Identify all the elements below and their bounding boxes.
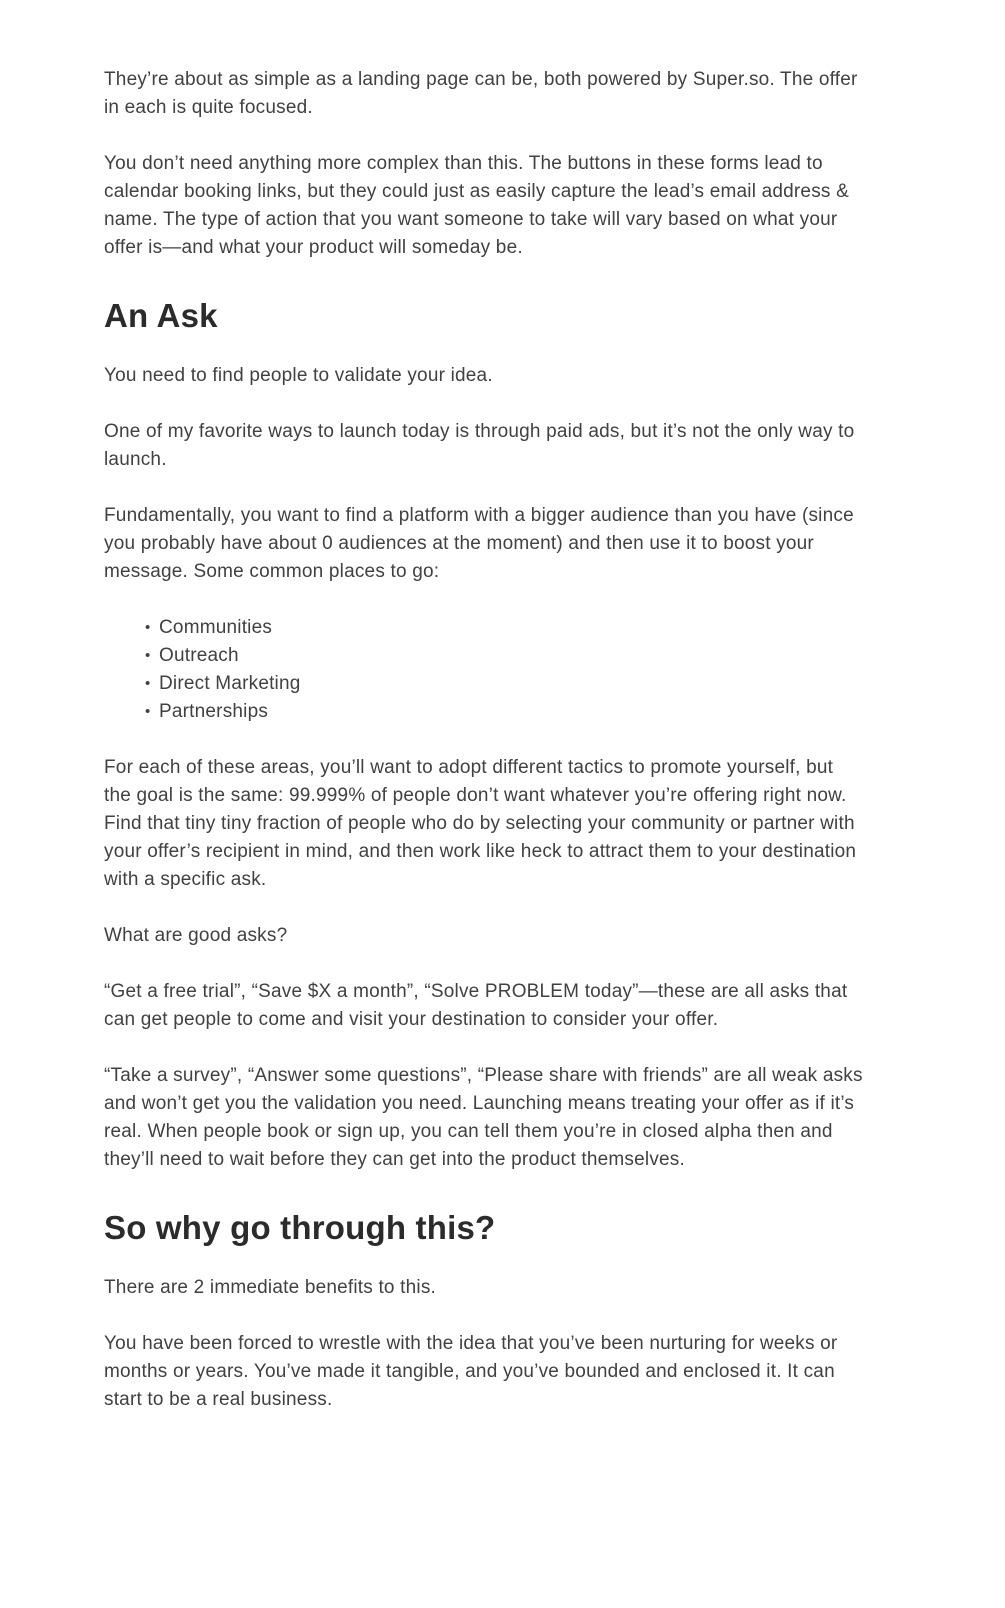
list-item: • Partnerships <box>145 698 845 726</box>
paragraph-an-ask-5: What are good asks? <box>104 925 288 946</box>
list-item: • Outreach <box>145 642 845 670</box>
section-heading-so-why: So why go through this? <box>104 1209 496 1246</box>
paragraph-why-2: You have been forced to wrestle with the idea that you’ve been nurturing for weeks or months or years. You’ve made it tangible, and you’ve bounded and enclosed it. It can start to be a real business. <box>104 1333 838 1410</box>
paragraph-an-ask-1: You need to find people to validate your idea. <box>104 365 493 386</box>
paragraph-why-1: There are 2 immediate benefits to this. <box>104 1277 437 1298</box>
paragraph-an-ask-2: One of my favorite ways to launch today is through paid ads, but it’s not the only way to launch. <box>104 421 855 470</box>
section-heading-an-ask: An Ask <box>104 297 218 334</box>
paragraph-an-ask-7: “Take a survey”, “Answer some questions”, “Please share with friends” are all weak asks and won’t get you the validation you need. Launching means treating your offer as if it’s real. When people book or sign up, you can tell them you’re in closed alpha then and they’ll need to wait before they can get into the product themselves. <box>104 1065 863 1170</box>
list-item: • Direct Marketing <box>145 670 845 698</box>
list-item: • Communities <box>145 614 845 642</box>
bullet-list-launch-places <box>104 614 905 726</box>
paragraph-an-ask-6: “Get a free trial”, “Save $X a month”, “Solve PROBLEM today”—these are all asks that can get people to come and visit your destination to consider your offer. <box>104 981 848 1030</box>
paragraph-intro-2: You don’t need anything more complex than this. The buttons in these forms lead to calendar booking links, but they could just as easily capture the lead’s email address & name. The type of action that you want someone to take will vary based on what your offer is—and what your product will someday be. <box>104 153 849 258</box>
paragraph-an-ask-3: Fundamentally, you want to find a platform with a bigger audience than you have (since you probably have about 0 audiences at the moment) and then use it to boost your message. Some common places to go: <box>104 505 854 582</box>
paragraph-intro-1: They’re about as simple as a landing page can be, both powered by Super.so. The offer in each is quite focused. <box>104 69 858 118</box>
paragraph-an-ask-4: For each of these areas, you’ll want to adopt different tactics to promote yourself, but the goal is the same: 99.999% of people don’t want whatever you’re offering right now. Find that tiny tiny fraction of people who do by selecting your community or partner with your offer’s recipient in mind, and then work like heck to attract them to your destination with a specific ask. <box>104 757 857 890</box>
